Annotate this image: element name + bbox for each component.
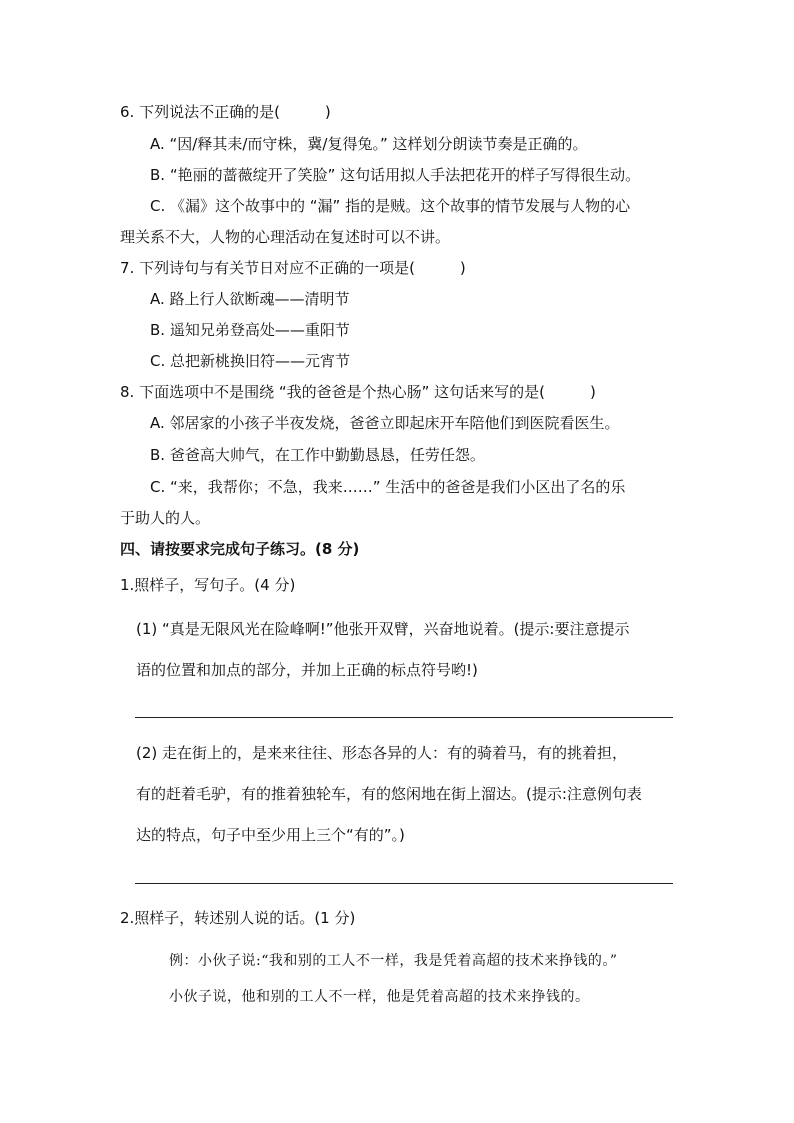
section4-title: 四、请按要求完成句子练习。(8 分) <box>120 540 360 558</box>
item2-title: 2.照样子，转述别人说的话。(1 分) <box>120 909 356 927</box>
item1-part2-line2: 有的赶着毛驴，有的推着独轮车，有的悠闲地在街上溜达。(提示:注意例句表 <box>136 785 642 803</box>
q6-option-b: B. “艳丽的蔷薇绽开了笑脸” 这句话用拟人手法把花开的样子写得很生动。 <box>150 166 641 184</box>
item1-part2-line3: 达的特点，句子中至少用上三个“有的”。) <box>136 826 405 844</box>
q6-option-c-line2: 理关系不大，人物的心理活动在复述时可以不讲。 <box>120 228 451 246</box>
example-line1: 例：小伙子说:“我和别的工人不一样，我是凭着高超的技术来挣钱的。” <box>169 953 618 969</box>
q8-stem: 8. 下面选项中不是围绕 “我的爸爸是个热心肠” 这句话来写的是( ) <box>120 383 596 401</box>
example-line2: 小伙子说，他和别的工人不一样，他是凭着高超的技术来挣钱的。 <box>169 989 590 1005</box>
q6-option-a: A. “因/释其耒/而守株，冀/复得兔。” 这样划分朗读节奏是正确的。 <box>150 135 588 153</box>
q8-option-a: A. 邻居家的小孩子半夜发烧，爸爸立即起床开车陪他们到医院看医生。 <box>150 414 620 432</box>
answer-line-1[interactable] <box>135 717 673 718</box>
item1-part1-line2: 语的位置和加点的部分，并加上正确的标点符号哟!) <box>136 661 478 679</box>
q8-option-b: B. 爸爸高大帅气，在工作中勤勤恳恳，任劳任怨。 <box>150 446 485 464</box>
item1-part2-line1: (2) 走在街上的，是来来往往、形态各异的人：有的骑着马，有的挑着担， <box>136 744 628 762</box>
answer-line-2[interactable] <box>135 883 673 884</box>
item1-title: 1.照样子，写句子。(4 分) <box>120 576 296 594</box>
q7-option-c: C. 总把新桃换旧符——元宵节 <box>150 352 351 370</box>
q7-option-b: B. 遥知兄弟登高处——重阳节 <box>150 321 350 339</box>
q8-option-c-line1: C. “来，我帮你；不急，我来……” 生活中的爸爸是我们小区出了名的乐 <box>150 478 626 496</box>
item1-part1-line1: (1) “真是无限风光在险峰啊!”他张开双臂，兴奋地说着。(提示:要注意提示 <box>136 620 630 638</box>
q6-stem: 6. 下列说法不正确的是( ) <box>120 103 331 121</box>
q8-option-c-line2: 于助人的人。 <box>120 509 211 527</box>
q6-option-c-line1: C. 《漏》这个故事中的 “漏” 指的是贼。这个故事的情节发展与人物的心 <box>150 197 631 215</box>
q7-stem: 7. 下列诗句与有关节日对应不正确的一项是( ) <box>120 259 466 277</box>
q7-option-a: A. 路上行人欲断魂——清明节 <box>150 290 350 308</box>
